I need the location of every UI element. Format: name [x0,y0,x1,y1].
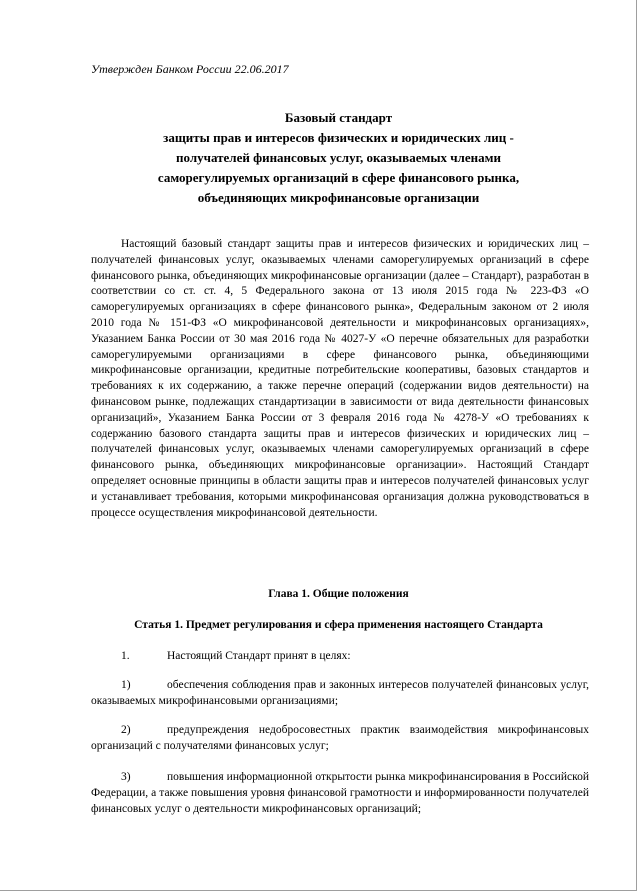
title-line: защиты прав и интересов физических и юридических лиц - [163,130,514,145]
list-item [91,723,589,755]
chapter-heading: Глава 1. Общие положения [268,588,409,600]
item-number: 1. [121,650,130,662]
list-item [91,770,589,817]
item-number: 2) [121,724,131,736]
intro-paragraph: Настоящий базовый стандарт защиты прав и интересов физических и юридических лиц – получателей финансовых услуг, оказываемых членами саморегулируемых организаций в сфере финансового рынка, объединяющих микрофинансовые организации (далее – Стандарт), разработан в соответствии со ст. ст. 4, 5 Федерального закона от 13 июля 2015 года № 223-ФЗ «О саморегулируемых организациях в сфере финансового рынка», Федеральным законом от 2 июля 2010 года № 151-ФЗ «О микрофинансовой деятельности и микрофинансовых организациях», Указанием Банка России от 30 мая 2016 года № 4027-У «О перечне обязательных для разработки саморегулируемыми организациями в сфере финансового рынка, объединяющими микрофинансовые организации, кредитные потребительские кооперативы, базовых стандартов и требованиях к их содержанию, а также перечне операций (содержании видов деятельности) на финансовом рынке, подлежащих стандартизации в зависимости от вида деятельности финансовых организаций», Указанием Банка России от 3 февраля 2016 года № 4278-У «О требованиях к содержанию базового стандарта защиты прав и интересов физических и юридических лиц – получателей финансовых услуг, оказываемых членами саморегулируемых организаций в сфере финансового рынка, объединяющих микрофинансовые организации». Настоящий Стандарт определяет основные принципы в области защиты прав и интересов получателей финансовых услуг и устанавливает требования, которыми микрофинансовая организация должна руководствоваться в процессе осуществления микрофинансовой деятельности. [91,238,589,519]
item-number: 3) [121,771,131,783]
item-text: обеспечения соблюдения прав и законных интересов получателей финансовых услуг, оказываемых микрофинансовыми организациями; [91,679,589,707]
item-number: 1) [121,679,131,691]
article-heading: Статья 1. Предмет регулирования и сфера применения настоящего Стандарта [134,619,543,631]
title-line: получателей финансовых услуг, оказываемых членами [176,150,501,165]
list-item [91,649,589,665]
title-line: саморегулируемых организаций в сфере финансового рынка, [157,170,520,185]
list-item [91,678,589,710]
item-text: Настоящий Стандарт принят в целях: [167,650,351,662]
title-line: объединяющих микрофинансовые организации [197,190,480,205]
approval-note: Утвержден Банком России 22.06.2017 [91,62,289,76]
item-text: предупреждения недобросовестных практик взаимодействия микрофинансовых организаций с получателями финансовых услуг; [91,724,589,752]
document-title [91,108,586,208]
item-text: повышения информационной открытости рынка микрофинансирования в Российской Федерации, а также повышения уровня финансовой грамотности и информированности получателей финансовых услуг о деятельности микрофинансовых организаций; [91,771,589,815]
title-line: Базовый стандарт [284,110,393,125]
